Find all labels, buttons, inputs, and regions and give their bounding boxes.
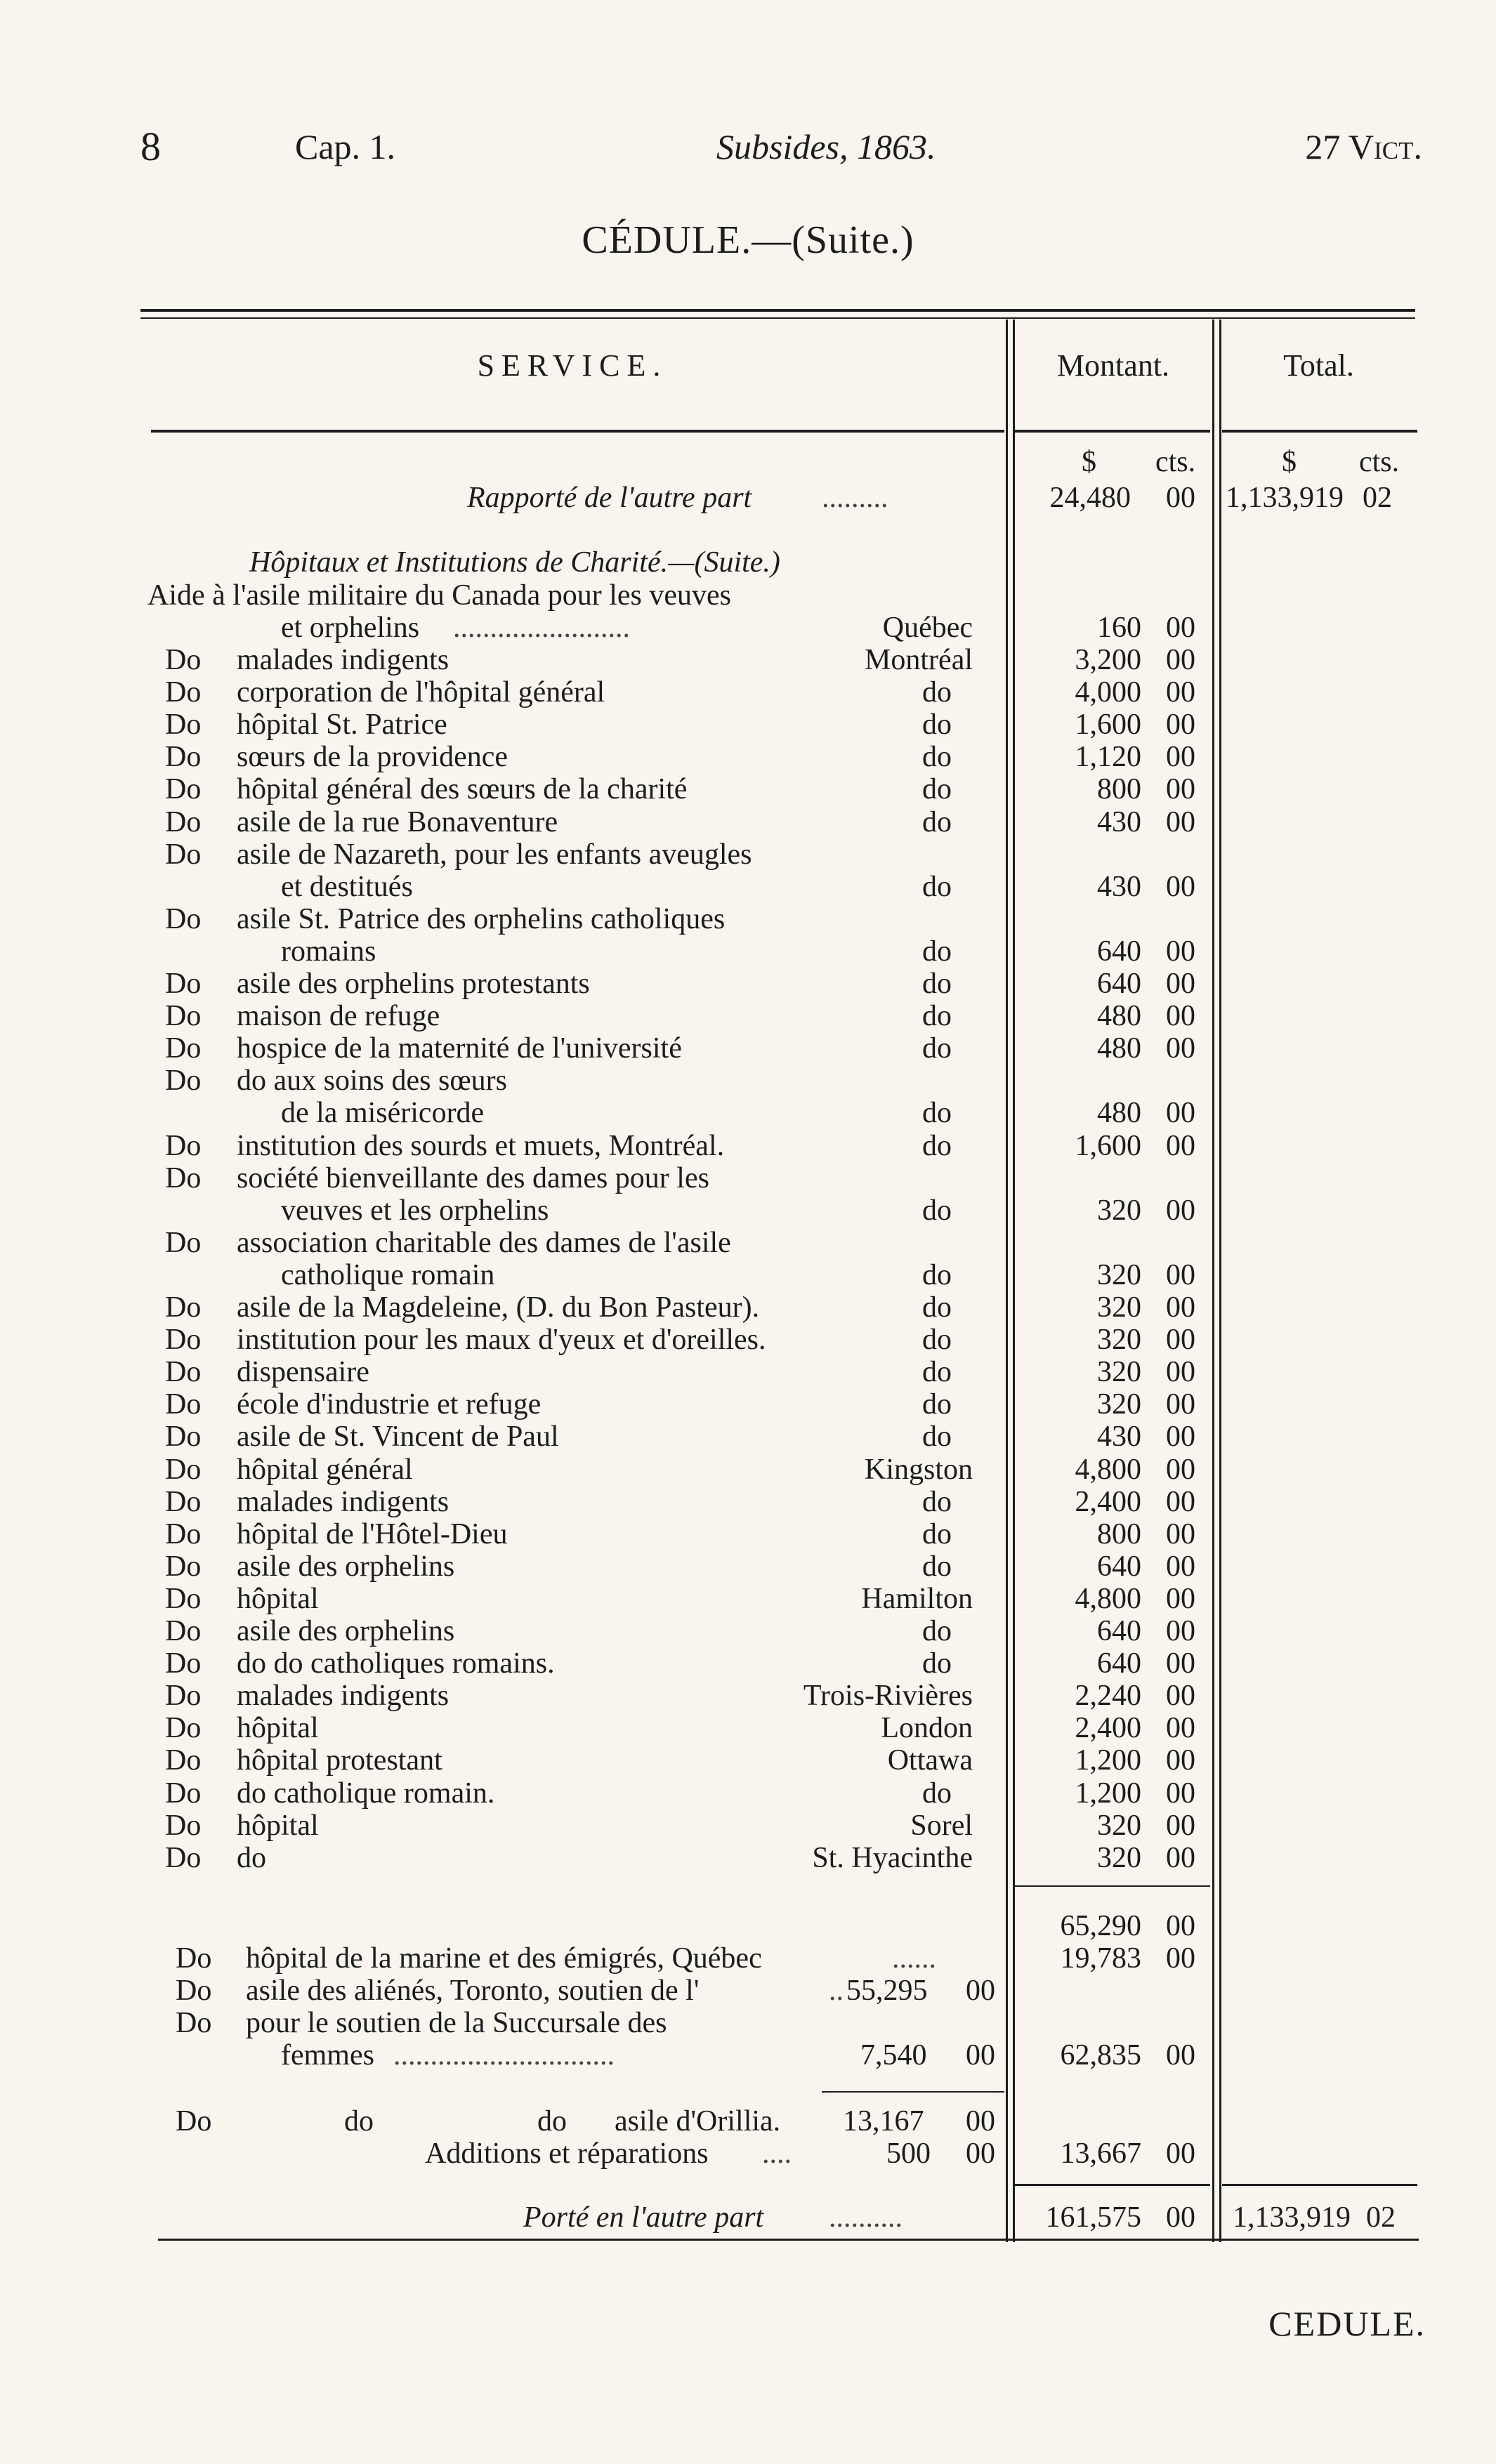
entry-description: de la miséricorde (281, 1097, 485, 1129)
entry-place: do (922, 741, 952, 773)
entry-description: hôpital général des sœurs de la charité (237, 773, 688, 805)
list-item (0, 1356, 1496, 1388)
entry-cents: 00 (1166, 1615, 1195, 1647)
entry-amount: 2,240 (1075, 1680, 1141, 1712)
entry-description: société bienveillante des dames pour les (237, 1162, 709, 1194)
entry-place: do (922, 1324, 952, 1356)
entry-description: hôpital protestant (237, 1744, 442, 1777)
entry-description: catholique romain (281, 1259, 495, 1291)
entry-description: romains (281, 935, 376, 968)
sub-amount: 7,540 (860, 2039, 927, 2071)
entry-cents: 00 (1166, 1550, 1195, 1583)
entry-amount: 320 (1097, 1388, 1141, 1421)
entry-cents: 00 (1166, 1744, 1195, 1777)
entry-cents: 00 (1166, 2039, 1195, 2071)
page-number: 8 (140, 124, 161, 169)
list-item (0, 579, 1496, 612)
entry-place: do (922, 1291, 952, 1324)
list-item (0, 1454, 1496, 1486)
entry-description: do (237, 1842, 266, 1874)
carried-forward-total: 1,133,919 (1233, 2201, 1351, 2234)
ditto-mark: Do (165, 1615, 202, 1647)
entry-place: do (922, 1777, 952, 1810)
entry-description: asile de la Magdeleine, (D. du Bon Pasteur). (237, 1291, 760, 1324)
entry-amount: 2,400 (1075, 1486, 1141, 1518)
brought-forward-total: 1,133,919 (1226, 482, 1344, 514)
subtotal-rule (1015, 1885, 1210, 1887)
ditto-mark: Do (165, 968, 202, 1000)
total-rule (1222, 2184, 1417, 2186)
carried-forward-montant: 161,575 (1045, 2201, 1141, 2234)
entry-cents: 00 (1166, 1194, 1195, 1227)
list-item (0, 1130, 1496, 1162)
entry-place: do (922, 1647, 952, 1680)
entry-amount: 480 (1097, 1032, 1141, 1065)
entry-place: do (922, 935, 952, 968)
entry-description: malades indigents (237, 1680, 450, 1712)
entry-place: Ottawa (887, 1744, 973, 1777)
entry-amount: 640 (1097, 1550, 1141, 1583)
entry-amount: 4,800 (1075, 1583, 1141, 1615)
entry-amount: 480 (1097, 1000, 1141, 1032)
entry-place: Hamilton (861, 1583, 973, 1615)
ditto-mark: Do (165, 773, 202, 805)
entry-cents: 00 (1166, 1486, 1195, 1518)
entry-amount: 430 (1097, 806, 1141, 838)
entry-place: do (922, 1000, 952, 1032)
entry-description: asile des aliénés, Toronto, soutien de l' (246, 1975, 700, 2007)
entry-cents: 00 (1166, 1680, 1195, 1712)
ditto-mark: Do (165, 1744, 202, 1777)
ditto-mark: Do (165, 1388, 202, 1421)
total-rule (1015, 2184, 1210, 2186)
entry-place: do (922, 1615, 952, 1647)
entry-cents: 00 (1166, 1324, 1195, 1356)
entry-description: asile des orphelins (237, 1550, 455, 1583)
entry-amount: 640 (1097, 968, 1141, 1000)
entry-amount: 19,783 (1060, 1942, 1141, 1975)
list-item (0, 1227, 1496, 1259)
carried-forward-row (0, 2201, 1496, 2234)
entry-description: maison de refuge (237, 1000, 440, 1032)
ditto-mark: Do (165, 1486, 202, 1518)
entry-place: do (922, 1097, 952, 1129)
ditto-mark: Do (165, 676, 202, 709)
list-item (0, 2137, 1496, 2170)
ditto-mark: Do (165, 1712, 202, 1744)
ditto-mark: Do (165, 1777, 202, 1810)
entry-amount: 320 (1097, 1291, 1141, 1324)
leader-dots: .... (762, 2137, 792, 2170)
entry-cents: 00 (1166, 935, 1195, 968)
entry-description: asile de Nazareth, pour les enfants aveugles (237, 838, 752, 871)
brought-forward-montant: 24,480 (1049, 482, 1131, 514)
list-item (0, 1712, 1496, 1744)
entry-description: asile de la rue Bonaventure (237, 806, 558, 838)
list-item (0, 676, 1496, 709)
list-item (0, 1518, 1496, 1550)
sub-cents: 00 (966, 2137, 995, 2170)
list-item (0, 1583, 1496, 1615)
entry-place: do (922, 1032, 952, 1065)
entry-amount: 320 (1097, 1259, 1141, 1291)
sub-amount: 55,295 (846, 1975, 928, 2007)
entry-cents: 00 (1166, 1356, 1195, 1388)
entry-cents: 00 (1166, 1032, 1195, 1065)
ditto-mark: Do (165, 1550, 202, 1583)
leader-dots: ......... (822, 482, 888, 514)
entry-cents: 00 (1166, 1388, 1195, 1421)
list-item (0, 741, 1496, 773)
entry-description: hôpital (237, 1712, 319, 1744)
entry-amount: 3,200 (1075, 644, 1141, 676)
entry-cents: 00 (1166, 1712, 1195, 1744)
entry-cents: 00 (1166, 1130, 1195, 1162)
entry-place: Trois-Rivières (803, 1680, 973, 1712)
list-item (0, 2105, 1496, 2137)
column-header-service: SERVICE. (477, 348, 668, 383)
list-item (0, 1259, 1496, 1291)
entry-amount: 1,600 (1075, 709, 1141, 741)
entry-place: London (881, 1712, 973, 1744)
list-item (0, 1486, 1496, 1518)
entry-place: Québec (882, 612, 973, 644)
entry-amount: 13,667 (1060, 2137, 1141, 2170)
leader-dots: ...... (892, 1942, 936, 1975)
entry-description: hôpital (237, 1583, 319, 1615)
list-item (0, 1065, 1496, 1097)
carried-forward-montant-cts: 00 (1166, 2201, 1195, 2234)
list-item (0, 1810, 1496, 1842)
entry-amount: 320 (1097, 1810, 1141, 1842)
entry-description: femmes (281, 2039, 374, 2071)
ditto-mark: Do (165, 903, 202, 935)
sub-cents: 00 (966, 2039, 995, 2071)
entry-cents: 00 (1166, 1454, 1195, 1486)
brought-forward-row (0, 482, 1496, 514)
list-item (0, 1097, 1496, 1129)
leader-dots: .. (829, 1975, 844, 2007)
list-item (0, 1842, 1496, 1874)
page-title: Subsides, 1863. (716, 127, 936, 166)
entry-amount: 640 (1097, 1647, 1141, 1680)
list-item (0, 709, 1496, 741)
entry-description: hôpital St. Patrice (237, 709, 447, 741)
entry-description: pour le soutien de la Succursale des (246, 2007, 667, 2039)
ditto-mark: Do (176, 2105, 212, 2137)
ditto-mark: Do (165, 1680, 202, 1712)
entry-amount: 800 (1097, 1518, 1141, 1550)
list-item (0, 773, 1496, 805)
entry-place: Kingston (864, 1454, 973, 1486)
list-item (0, 1291, 1496, 1324)
subtotal-row (0, 1910, 1496, 1942)
sub-rule (822, 2091, 1004, 2093)
ditto-mark: Do (165, 1227, 202, 1259)
ditto-mark: Do (165, 1356, 202, 1388)
entry-amount: 640 (1097, 935, 1141, 968)
list-item (0, 1975, 1496, 2007)
entry-cents: 00 (1166, 2137, 1195, 2170)
entry-cents: 00 (1166, 1777, 1195, 1810)
carried-forward-label: Porté en l'autre part (523, 2201, 764, 2234)
entry-description: malades indigents (237, 1486, 450, 1518)
entry-description: Aide à l'asile militaire du Canada pour les veuves (147, 579, 731, 612)
entry-description: veuves et les orphelins (281, 1194, 549, 1227)
list-item (0, 1032, 1496, 1065)
entry-description: association charitable des dames de l'asile (237, 1227, 731, 1259)
column-header-total: Total. (1283, 348, 1354, 383)
entry-amount: 4,800 (1075, 1454, 1141, 1486)
ditto-mark: Do (165, 741, 202, 773)
entry-description: do aux soins des sœurs (237, 1065, 507, 1097)
entry-description: institution pour les maux d'yeux et d'oreilles. (237, 1324, 766, 1356)
ditto-mark: do (344, 2105, 374, 2137)
entry-description: corporation de l'hôpital général (237, 676, 605, 709)
entry-cents: 00 (1166, 1421, 1195, 1453)
list-item (0, 1000, 1496, 1032)
header-rule (1015, 430, 1210, 433)
list-item (0, 1421, 1496, 1453)
subtotal-cents: 00 (1166, 1910, 1195, 1942)
list-item (0, 2039, 1496, 2071)
carried-forward-total-cts: 02 (1366, 2201, 1396, 2234)
sub-cents: 00 (966, 1975, 995, 2007)
dollar-sign: $ (1282, 446, 1297, 478)
entry-cents: 00 (1166, 1583, 1195, 1615)
entry-amount: 1,200 (1075, 1777, 1141, 1810)
entry-place: St. Hyacinthe (812, 1842, 973, 1874)
list-item (0, 935, 1496, 968)
entry-amount: 62,835 (1060, 2039, 1141, 2071)
table-top-rule-2 (140, 317, 1415, 319)
ditto-mark: Do (165, 1291, 202, 1324)
brought-forward-total-cts: 02 (1363, 482, 1392, 514)
list-item (0, 612, 1496, 644)
entry-place: do (922, 806, 952, 838)
entry-description: institution des sourds et muets, Montréal. (237, 1130, 725, 1162)
entry-description: asile d'Orillia. (615, 2105, 781, 2137)
entry-amount: 4,000 (1075, 676, 1141, 709)
entry-place: do (922, 1356, 952, 1388)
list-item (0, 1615, 1496, 1647)
ditto-mark: Do (165, 1647, 202, 1680)
list-item (0, 2007, 1496, 2039)
entry-cents: 00 (1166, 1097, 1195, 1129)
entry-cents: 00 (1166, 1000, 1195, 1032)
entry-amount: 1,120 (1075, 741, 1141, 773)
entry-description: hôpital de la marine et des émigrés, Québec (246, 1942, 762, 1975)
list-item (0, 1388, 1496, 1421)
entry-cents: 00 (1166, 612, 1195, 644)
ditto-mark: Do (165, 1454, 202, 1486)
entry-amount: 430 (1097, 1421, 1141, 1453)
column-header-montant: Montant. (1056, 348, 1170, 383)
entry-description: dispensaire (237, 1356, 369, 1388)
list-item (0, 838, 1496, 871)
entry-cents: 00 (1166, 1810, 1195, 1842)
ditto-mark: Do (165, 1810, 202, 1842)
entry-description: asile St. Patrice des orphelins catholiques (237, 903, 726, 935)
entry-place: Sorel (910, 1810, 973, 1842)
entry-cents: 00 (1166, 1259, 1195, 1291)
cents-label: cts. (1155, 446, 1196, 478)
entry-cents: 00 (1166, 871, 1195, 903)
entry-place: do (922, 1130, 952, 1162)
entry-amount: 1,200 (1075, 1744, 1141, 1777)
header-rule (1222, 430, 1417, 433)
entry-amount: 320 (1097, 1324, 1141, 1356)
ditto-mark: Do (165, 1842, 202, 1874)
entry-cents: 00 (1166, 1518, 1195, 1550)
list-item (0, 644, 1496, 676)
entry-description: do catholique romain. (237, 1777, 495, 1810)
entry-amount: 2,400 (1075, 1712, 1141, 1744)
list-item (0, 1647, 1496, 1680)
ditto-mark: Do (165, 806, 202, 838)
section-heading: Hôpitaux et Institutions de Charité.—(Suite.) (249, 546, 780, 579)
entry-description: asile des orphelins protestants (237, 968, 590, 1000)
leader-dots: .......... (829, 2201, 903, 2234)
entry-amount: 800 (1097, 773, 1141, 805)
entry-place: do (922, 1388, 952, 1421)
list-item (0, 1777, 1496, 1810)
sub-amount: 13,167 (843, 2105, 924, 2137)
entry-description: hôpital général (237, 1454, 413, 1486)
ditto-mark: Do (176, 1942, 212, 1975)
entry-amount: 430 (1097, 871, 1141, 903)
ditto-mark: Do (165, 1000, 202, 1032)
ditto-mark: Do (176, 2007, 212, 2039)
dollar-sign: $ (1082, 446, 1096, 478)
list-item (0, 1324, 1496, 1356)
entry-description: malades indigents (237, 644, 450, 676)
list-item (0, 1744, 1496, 1777)
entry-place: do (922, 1486, 952, 1518)
ditto-mark: Do (165, 1324, 202, 1356)
ditto-mark: do (537, 2105, 567, 2137)
header-rule (151, 430, 1004, 433)
ditto-mark: Do (165, 1130, 202, 1162)
entry-place: do (922, 773, 952, 805)
cents-label: cts. (1359, 446, 1400, 478)
entry-place: do (922, 709, 952, 741)
entry-amount: 1,600 (1075, 1130, 1141, 1162)
chapter-label: Cap. 1. (295, 127, 396, 166)
entry-cents: 00 (1166, 1942, 1195, 1975)
sub-amount: 500 (886, 2137, 931, 2170)
ditto-mark: Do (165, 709, 202, 741)
leader-dots: ........................ (453, 612, 630, 644)
entry-description: hospice de la maternité de l'université (237, 1032, 682, 1065)
entry-cents: 00 (1166, 741, 1195, 773)
entry-description: hôpital (237, 1810, 319, 1842)
additions-label: Additions et réparations (425, 2137, 709, 2170)
ditto-mark: Do (165, 1518, 202, 1550)
ditto-mark: Do (165, 1162, 202, 1194)
currency-units (0, 446, 1496, 478)
entry-description: asile des orphelins (237, 1615, 455, 1647)
entry-cents: 00 (1166, 806, 1195, 838)
entry-description: école d'industrie et refuge (237, 1388, 542, 1421)
entry-place: do (922, 1194, 952, 1227)
entry-amount: 160 (1097, 612, 1141, 644)
ditto-mark: Do (165, 1583, 202, 1615)
catchword: CEDULE. (1268, 2304, 1426, 2343)
list-item (0, 806, 1496, 838)
sub-cents: 00 (966, 2105, 995, 2137)
entry-description: et orphelins (281, 612, 420, 644)
section-heading-row (0, 546, 1496, 579)
schedule-title: CÉDULE.—(Suite.) (582, 218, 914, 262)
ditto-mark: Do (165, 644, 202, 676)
ditto-mark: Do (165, 1421, 202, 1453)
entry-amount: 480 (1097, 1097, 1141, 1129)
list-item (0, 1162, 1496, 1194)
entry-place: do (922, 1550, 952, 1583)
entry-cents: 00 (1166, 709, 1195, 741)
entry-cents: 00 (1166, 773, 1195, 805)
entry-cents: 00 (1166, 1291, 1195, 1324)
entry-description: hôpital de l'Hôtel-Dieu (237, 1518, 508, 1550)
ditto-mark: Do (165, 1032, 202, 1065)
entry-cents: 00 (1166, 1842, 1195, 1874)
entry-place: do (922, 1518, 952, 1550)
table-bottom-rule (158, 2239, 1419, 2241)
entry-place: do (922, 1421, 952, 1453)
entry-amount: 320 (1097, 1842, 1141, 1874)
entry-place: do (922, 871, 952, 903)
entry-amount: 320 (1097, 1194, 1141, 1227)
subtotal-amount: 65,290 (1060, 1910, 1141, 1942)
ditto-mark: Do (176, 1975, 212, 2007)
brought-forward-montant-cts: 00 (1166, 482, 1195, 514)
entry-cents: 00 (1166, 644, 1195, 676)
brought-forward-label: Rapporté de l'autre part (467, 482, 752, 514)
table-top-rule (140, 309, 1415, 312)
entry-place: do (922, 676, 952, 709)
entry-description: sœurs de la providence (237, 741, 508, 773)
regnal-year: 27 Vict. (1305, 127, 1422, 166)
ditto-mark: Do (165, 1065, 202, 1097)
list-item (0, 1194, 1496, 1227)
entry-place: Montréal (865, 644, 973, 676)
entry-description: asile de St. Vincent de Paul (237, 1421, 559, 1453)
entry-cents: 00 (1166, 676, 1195, 709)
entry-description: do do catholiques romains. (237, 1647, 555, 1680)
leader-dots: .............................. (393, 2039, 615, 2071)
list-item (0, 903, 1496, 935)
entry-place: do (922, 1259, 952, 1291)
list-item (0, 1550, 1496, 1583)
list-item (0, 968, 1496, 1000)
list-item (0, 1942, 1496, 1975)
ditto-mark: Do (165, 838, 202, 871)
entry-cents: 00 (1166, 1647, 1195, 1680)
entry-place: do (922, 968, 952, 1000)
entry-cents: 00 (1166, 968, 1195, 1000)
entry-description: et destitués (281, 871, 413, 903)
entry-amount: 640 (1097, 1615, 1141, 1647)
entry-amount: 320 (1097, 1356, 1141, 1388)
list-item (0, 1680, 1496, 1712)
list-item (0, 871, 1496, 903)
